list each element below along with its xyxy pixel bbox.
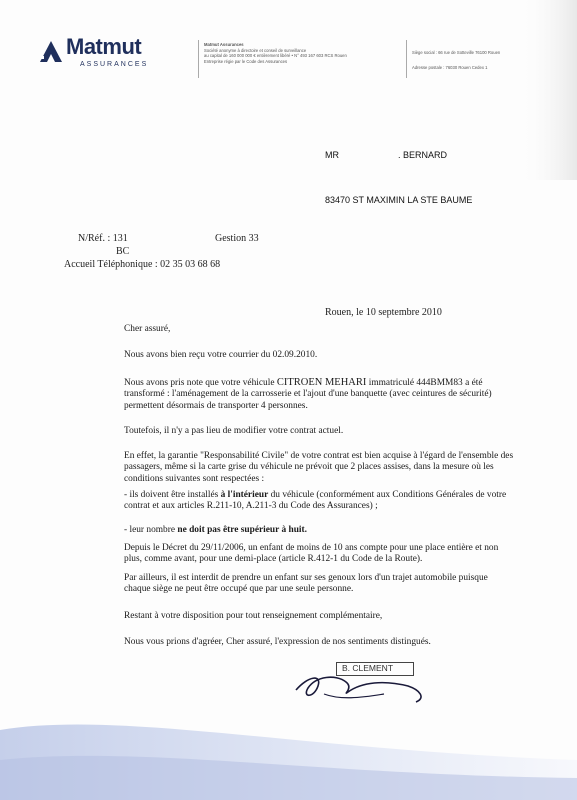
paragraph-availability: Restant à votre disposition pour tout renseignement complémentaire, — [124, 611, 383, 621]
paragraph-vehicle — [124, 377, 506, 412]
condition-text: - leur nombre — [124, 525, 178, 535]
header-divider — [198, 40, 199, 78]
decorative-footer-band — [0, 690, 577, 800]
recipient-city: 83470 ST MAXIMIN LA STE BAUME — [325, 195, 473, 205]
company-line: Matmut Assurances — [204, 42, 244, 47]
vehicle-model: CITROEN MEHARI — [276, 377, 367, 388]
corner-scan-shadow — [517, 0, 577, 180]
reference-initials: BC — [116, 246, 130, 257]
condition-emphasis: ne doit pas être supérieur à huit. — [177, 525, 307, 535]
condition-text: - ils doivent être installés — [124, 490, 221, 500]
logo-name: Matmut — [66, 34, 142, 59]
company-line: Société anonyme à directoire et conseil de surveillance — [204, 47, 307, 53]
matmut-logo-icon — [38, 38, 64, 64]
paragraph-decree: Depuis le Décret du 29/11/2006, un enfant de moins de 10 ans compte pour une place entière et non plus, comme avant, pour une demi-place (article R.412-1 du Code de la Route). — [124, 543, 499, 565]
vehicle-text-rest: immatriculé 444BMM83 a été transformé : l'aménagement de la carrosserie et l'ajout d'une banquette (avec ceintures de sécurité) permettent désormais de transporter 4 personnes. — [124, 378, 492, 411]
phone-line: Accueil Téléphonique : 02 35 03 68 68 — [64, 259, 221, 270]
our-reference: N/Réf. : 131 — [78, 233, 128, 244]
paragraph-child-lap: Par ailleurs, il est interdit de prendre un enfant sur ses genoux lors d'un trajet automobile puisque chaque siège ne peut être occupé que par une seule personne. — [124, 573, 488, 595]
management-code: Gestion 33 — [215, 233, 259, 244]
company-info — [204, 42, 347, 64]
paragraph-receipt: Nous avons bien reçu votre courrier du 02.09.2010. — [124, 350, 318, 360]
recipient-name: . BERNARD — [398, 150, 448, 160]
letter-date: Rouen, le 10 septembre 2010 — [325, 307, 442, 318]
header-divider — [406, 40, 407, 78]
company-line: Entreprise régie par le Code des Assurances — [204, 58, 288, 64]
salutation: Cher assuré, — [124, 324, 171, 334]
condition-emphasis: à l'intérieur — [220, 490, 269, 500]
logo-subtitle: ASSURANCES — [80, 61, 149, 68]
paragraph-guarantee: En effet, la garantie "Responsabilité Civile" de votre contrat est bien acquise à l'égard de l'ensemble des passagers, même si la carte grise du véhicule ne prévoit que 2 places assises, dans la mesure où les conditions suivantes sont respectées : — [124, 451, 514, 484]
paragraph-no-change: Toutefois, il n'y a pas lieu de modifier votre contrat actuel. — [124, 426, 344, 436]
condition-interior — [124, 490, 516, 513]
postal-address: Adresse postale : 76030 Rouen Cedex 1 — [412, 65, 488, 70]
recipient-prefix: MR — [325, 150, 339, 160]
condition-text-rest: du véhicule (conformément aux Conditions Générales de votre contrat et aux articles R.211-10, A.211-3 du Code des Assurances) ; — [124, 490, 507, 512]
seat-address: Siège social : 66 rue de Sotteville 76100 Rouen — [412, 50, 501, 55]
paragraph-closing: Nous vous prions d'agréer, Cher assuré, l'expression de nos sentiments distingués. — [124, 637, 431, 647]
company-line: au capital de 160 000 000 € entièrement libéré • N° 493 167 603 RCS Rouen — [204, 53, 347, 58]
signatory-name: B. CLEMENT — [342, 663, 394, 673]
vehicle-text: Nous avons pris note que votre véhicule — [124, 378, 277, 388]
condition-count — [124, 525, 516, 536]
